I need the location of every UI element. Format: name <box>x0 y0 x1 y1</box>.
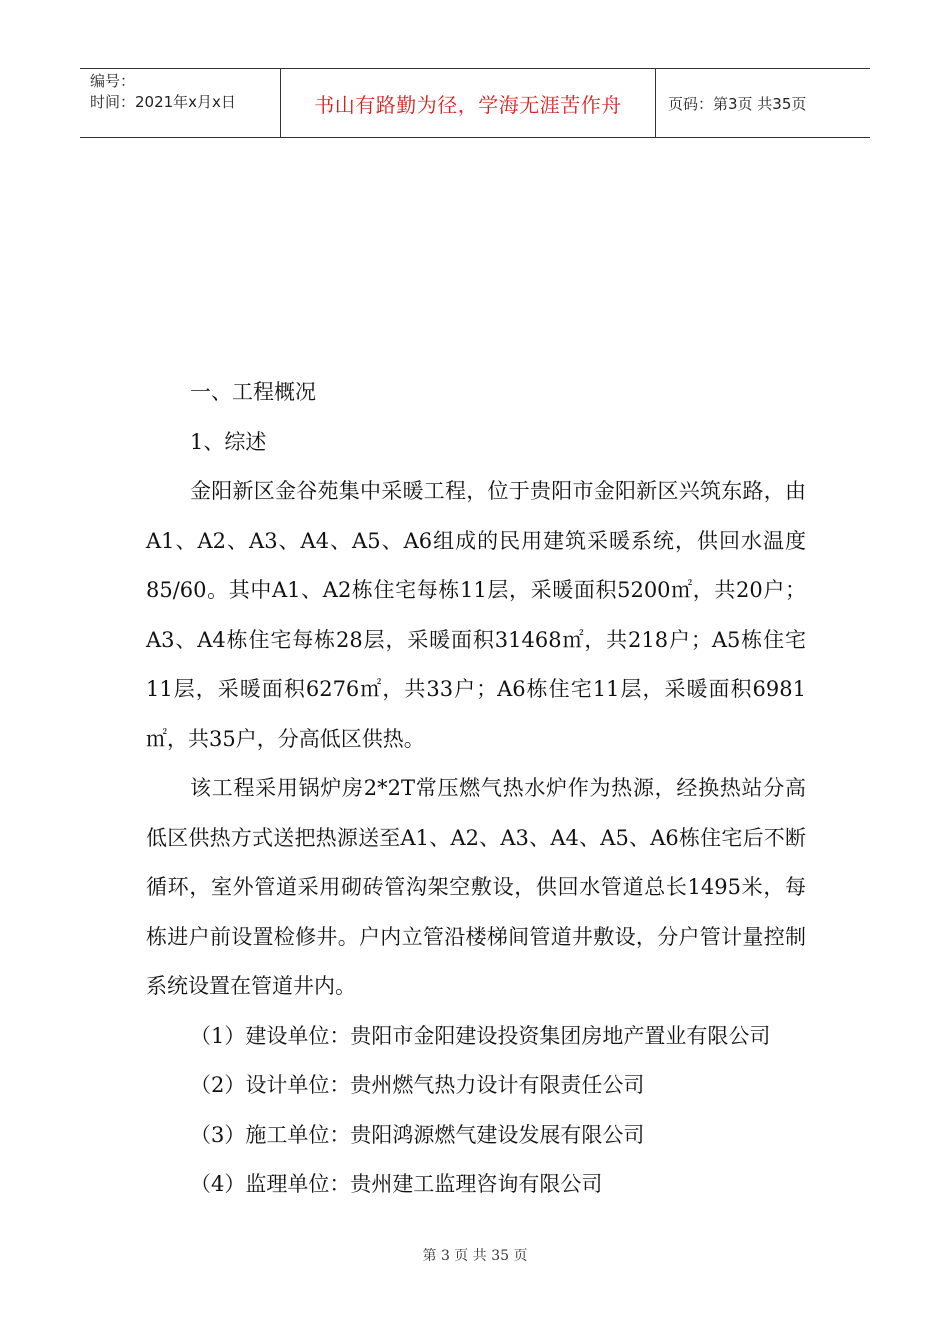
document-date-label: 时间：2021年x月x日 <box>90 93 236 111</box>
document-body <box>146 368 806 1210</box>
section-title: 一、工程概况 <box>190 380 316 404</box>
page-header <box>80 68 870 138</box>
page-footer: 第 3 页 共 35 页 <box>422 1248 528 1264</box>
heating-system-paragraph: 该工程采用锅炉房2*2T常压燃气热水炉作为热源，经换热站分高低区供热方式送把热源送至A1、A2、A3、A4、A5、A6栋住宅后不断循环，室外管道采用砌砖管沟架空敷设，供回水管道总长1495米，每栋进户前设置检修井。户内立管沿楼梯间管道井敷设，分户管计量控制系统设置在管道井内。 <box>146 776 806 998</box>
document-number-label: 编号： <box>90 72 136 90</box>
header-meta <box>80 69 280 137</box>
design-unit-item: （2）设计单位：贵州燃气热力设计有限责任公司 <box>190 1073 645 1097</box>
overview-paragraph: 金阳新区金谷苑集中采暖工程，位于贵阳市金阳新区兴筑东路，由A1、A2、A3、A4、A5、A6组成的民用建筑采暖系统，供回水温度85/60。其中A1、A2栋住宅每栋11层，采暖面积5200㎡，共20户；A3、A4栋住宅每栋28层，采暖面积31468㎡，共218户；A5栋住宅11层，采暖面积6276㎡，共33户；A6栋住宅11层，采暖面积6981㎡，共35户，分高低区供热。 <box>146 479 806 751</box>
supervision-unit-item: （4）监理单位：贵州建工监理咨询有限公司 <box>190 1172 603 1196</box>
header-motto: 书山有路勤为径，学海无涯苦作舟 <box>280 69 656 137</box>
builder-unit-item: （3）施工单位：贵阳鸿源燃气建设发展有限公司 <box>190 1122 645 1147</box>
header-page-number: 页码：第3页 共35页 <box>668 94 807 113</box>
construction-unit-item: （1）建设单位：贵阳市金阳建设投资集团房地产置业有限公司 <box>190 1023 771 1048</box>
subsection-title: 1、综述 <box>190 429 267 454</box>
